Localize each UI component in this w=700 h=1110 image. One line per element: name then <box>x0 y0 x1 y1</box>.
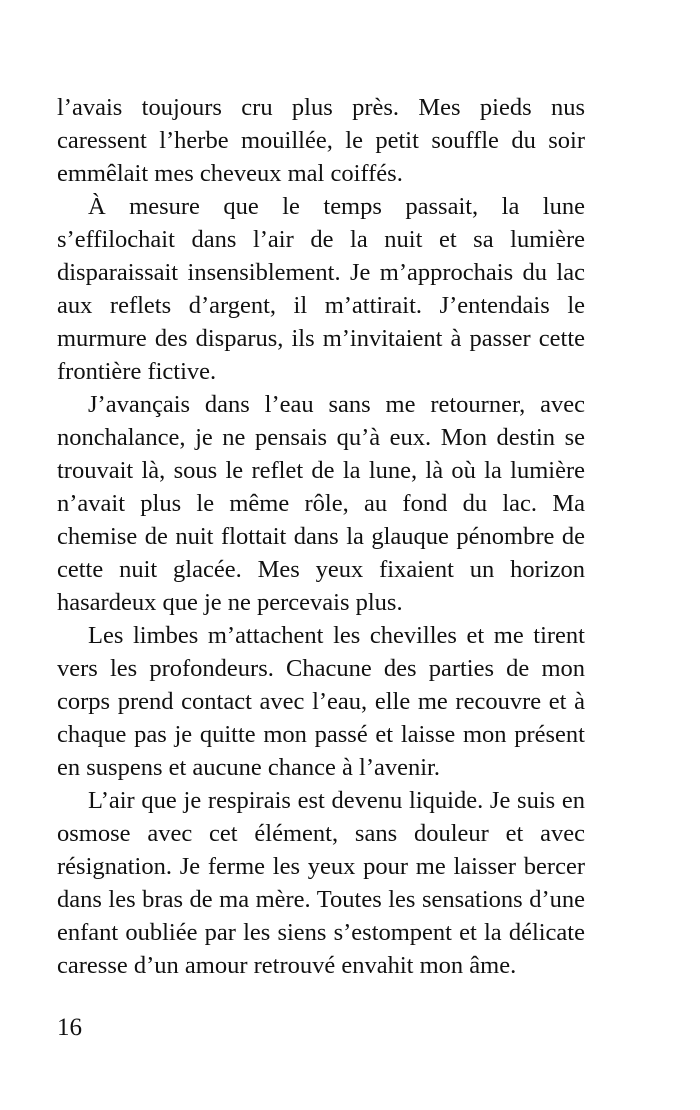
paragraph-water: J’avançais dans l’eau sans me retourner, avec nonchalance, je ne pensais qu’à eux. Mon destin se trouvait là, sous le reflet de la lune, là où la lumière n’avait plus le même rôle, au fond du lac. Ma chemise de nuit flottait dans la glauque pénombre de cette nuit glacée. Mes yeux fixaient un horizon hasardeux que je ne percevais plus. <box>57 391 585 616</box>
page-number: 16 <box>57 1014 82 1041</box>
paragraph-continuation: l’avais toujours cru plus près. Mes pieds nus caressent l’herbe mouillée, le petit souffle du soir emmêlait mes cheveux mal coiffés. <box>57 94 585 187</box>
paragraph-limbo: Les limbes m’attachent les chevilles et me tirent vers les profondeurs. Chacune des parties de mon corps prend contact avec l’eau, elle me recouvre et à chaque pas je quitte mon passé et laisse mon présent en suspens et aucune chance à l’avenir. <box>57 622 585 781</box>
paragraph-moon: À mesure que le temps passait, la lune s’effilochait dans l’air de la nuit et sa lumière disparaissait insensiblement. Je m’approchais du lac aux reflets d’argent, il m’attirait. J’entendais le murmure des disparus, ils m’invitaient à passer cette frontière fictive. <box>57 193 585 385</box>
body-text <box>57 91 585 982</box>
paragraph-air: L’air que je respirais est devenu liquide. Je suis en osmose avec cet élément, sans douleur et avec résignation. Je ferme les yeux pour me laisser bercer dans les bras de ma mère. Toutes les sensations d’une enfant oubliée par les siens s’estompent et la délicate caresse d’un amour retrouvé envahit mon âme. <box>57 787 585 979</box>
